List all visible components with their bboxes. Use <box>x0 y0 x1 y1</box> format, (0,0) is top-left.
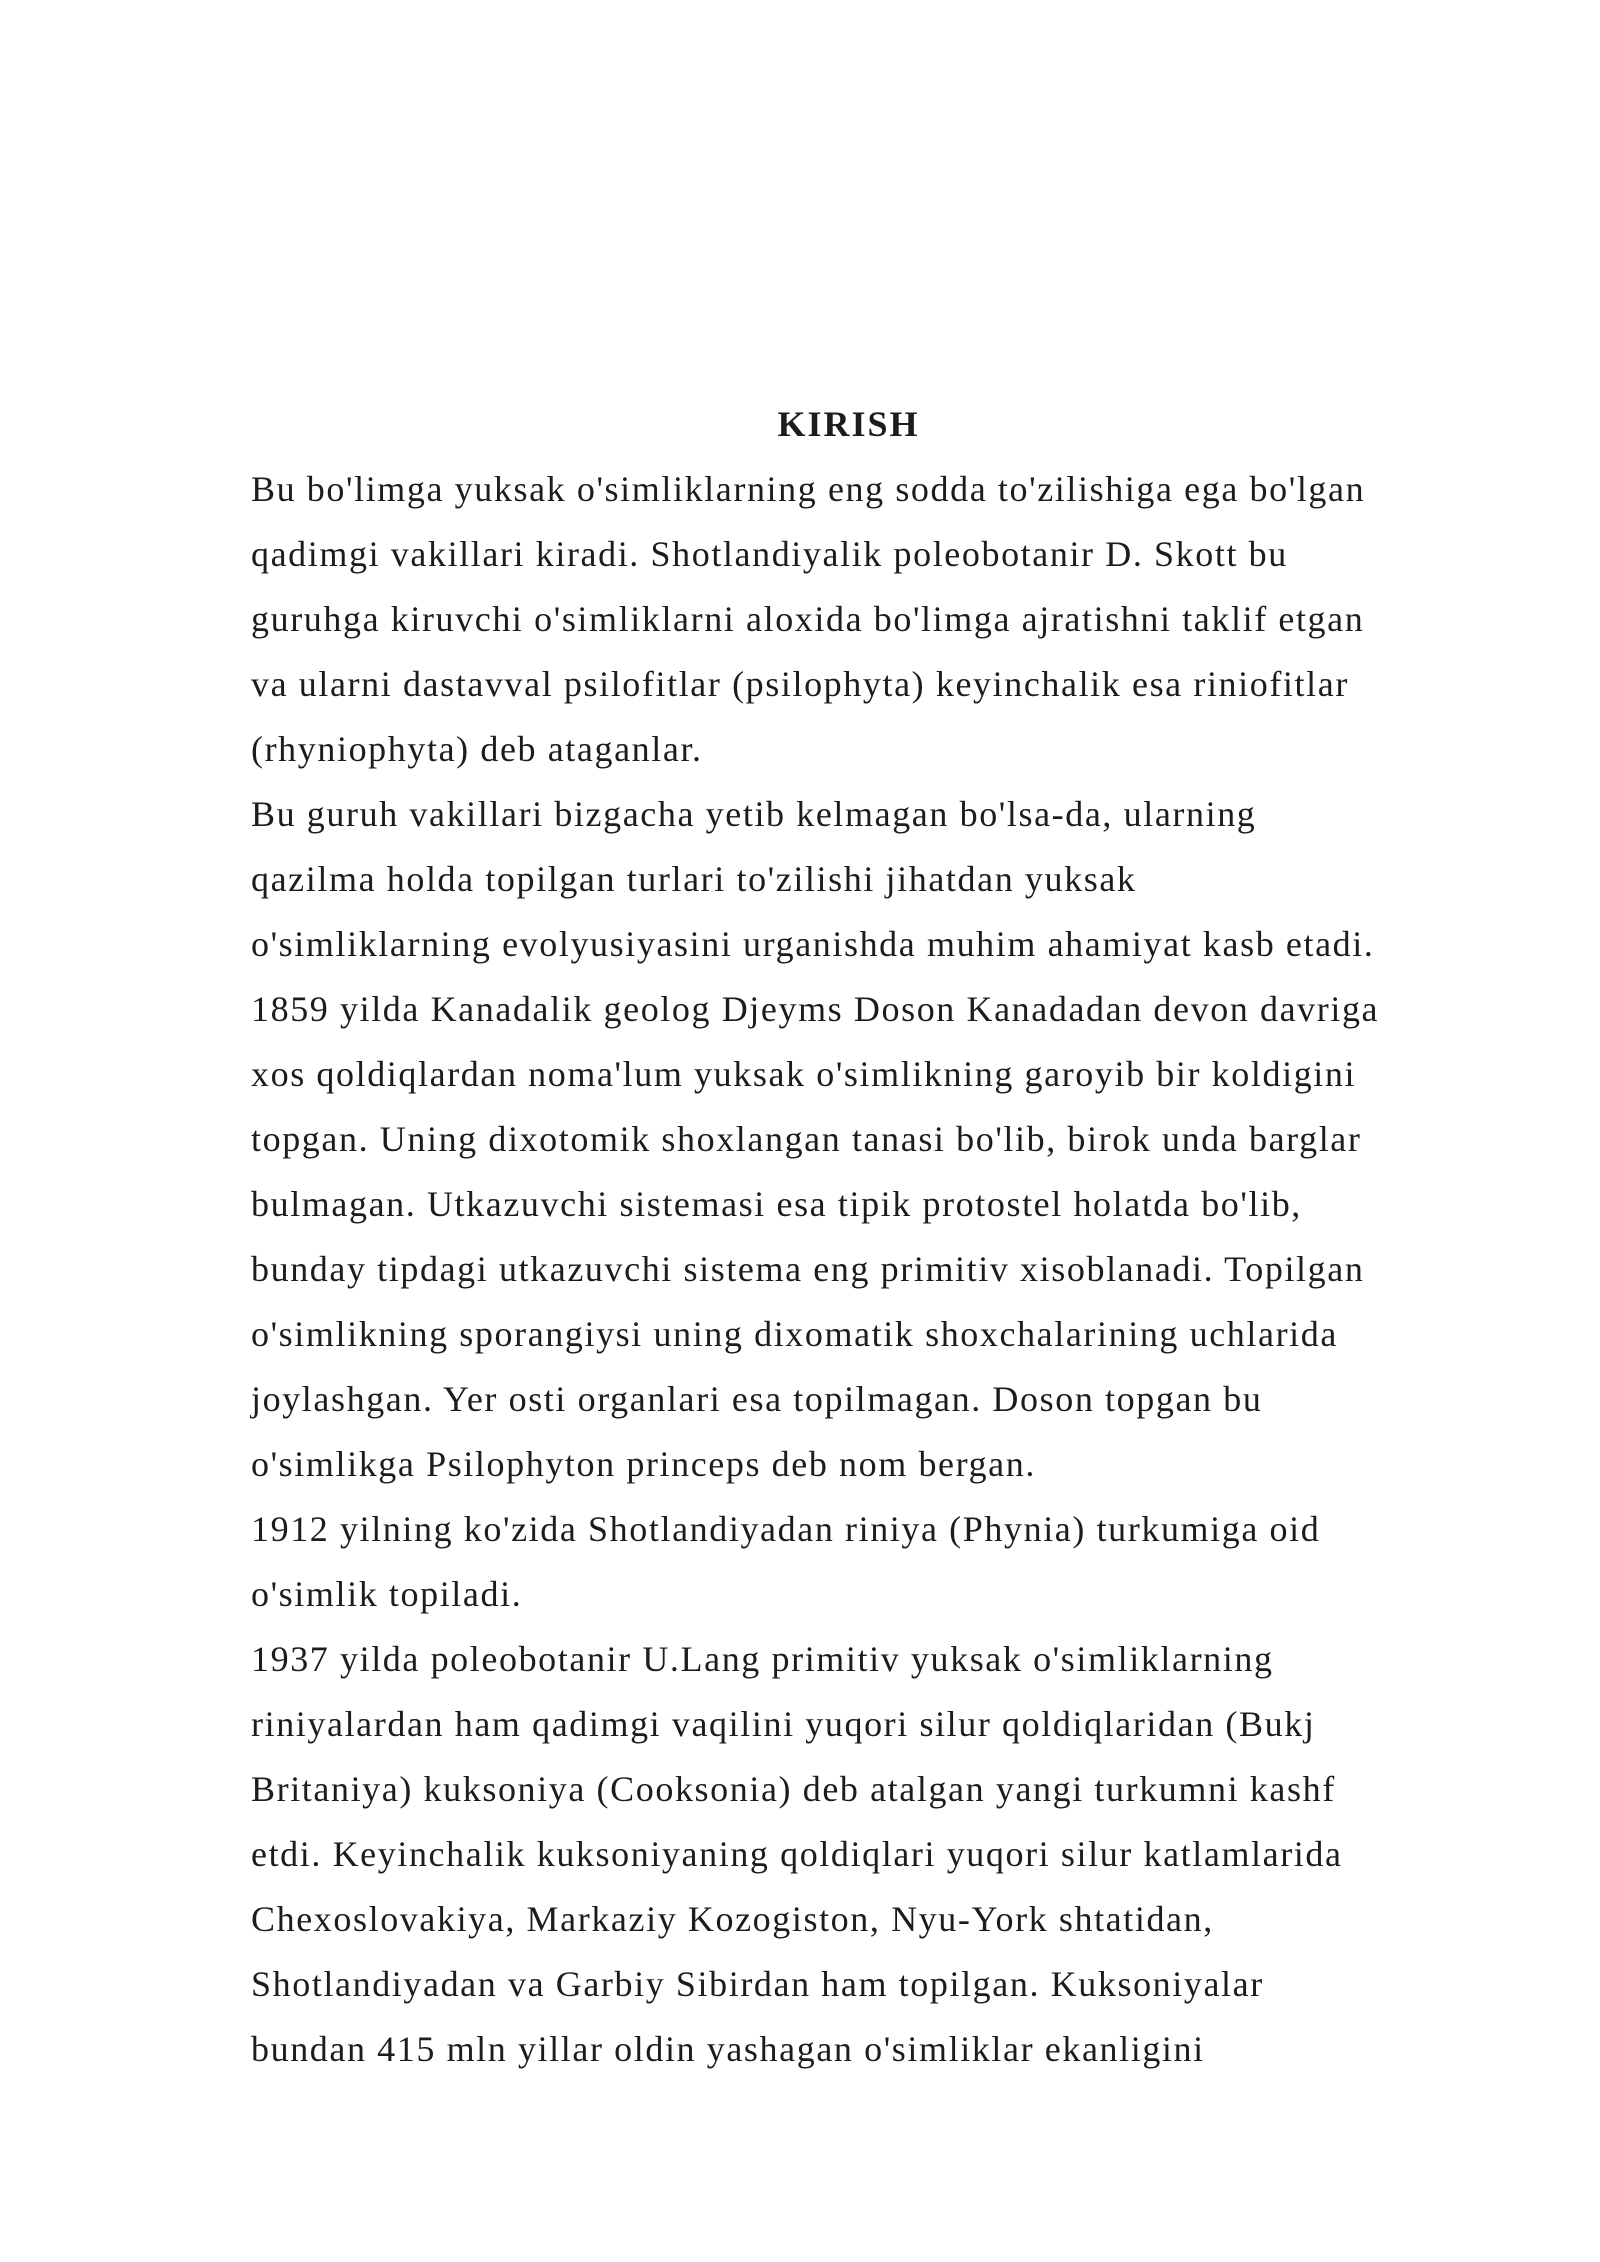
paragraph-history <box>251 782 1511 1497</box>
text-line: 1912 yilning ko'zida Shotlandiyadan riniya (Phynia) turkumiga oid <box>251 1509 1321 1549</box>
text-line: qazilma holda topilgan turlari to'zilishi jihatdan yuksak <box>251 859 1137 899</box>
document-title: KIRISH <box>777 404 920 444</box>
text-line: va ularni dastavval psilofitlar (psilophyta) keyinchalik esa riniofitlar <box>251 664 1349 704</box>
text-line: joylashgan. Yer osti organlari esa topilmagan. Doson topgan bu <box>251 1379 1263 1419</box>
text-line: bulmagan. Utkazuvchi sistemasi esa tipik protostel holatda bo'lib, <box>251 1184 1302 1224</box>
text-line: o'simliklarning evolyusiyasini urganishda muhim ahamiyat kasb etadi. <box>251 924 1375 964</box>
text-line: Shotlandiyadan va Garbiy Sibirdan ham topilgan. Kuksoniyalar <box>251 1964 1264 2004</box>
paragraph-1912 <box>251 1497 1511 1627</box>
paragraph-intro <box>251 457 1511 782</box>
text-line: Britaniya) kuksoniya (Cooksonia) deb atalgan yangi turkumni kashf <box>251 1769 1336 1809</box>
text-line: riniyalardan ham qadimgi vaqilini yuqori silur qoldiqlaridan (Bukj <box>251 1704 1316 1744</box>
text-line: 1937 yilda poleobotanir U.Lang primitiv yuksak o'simliklarning <box>251 1639 1274 1679</box>
document-body <box>251 392 1511 2082</box>
text-line: o'simlik topiladi. <box>251 1574 523 1614</box>
text-line: bundan 415 mln yillar oldin yashagan o'simliklar ekanligini <box>251 2029 1205 2069</box>
text-line: Chexoslovakiya, Markaziy Kozogiston, Nyu-York shtatidan, <box>251 1899 1214 1939</box>
text-line: qadimgi vakillari kiradi. Shotlandiyalik poleobotanir D. Skott bu <box>251 534 1288 574</box>
text-line: etdi. Keyinchalik kuksoniyaning qoldiqlari yuqori silur katlamlarida <box>251 1834 1343 1874</box>
text-line: (rhyniophyta) deb ataganlar. <box>251 729 703 769</box>
text-line: topgan. Uning dixotomik shoxlangan tanasi bo'lib, birok unda barglar <box>251 1119 1362 1159</box>
text-line: 1859 yilda Kanadalik geolog Djeyms Doson Kanadadan devon davriga <box>251 989 1380 1029</box>
text-line: xos qoldiqlardan noma'lum yuksak o'simlikning garoyib bir koldigini <box>251 1054 1357 1094</box>
text-line: Bu bo'limga yuksak o'simliklarning eng sodda to'zilishiga ega bo'lgan <box>251 469 1366 509</box>
paragraph-1937 <box>251 1627 1511 2082</box>
text-line: guruhga kiruvchi o'simliklarni aloxida bo'limga ajratishni taklif etgan <box>251 599 1365 639</box>
text-line: o'simlikning sporangiysi uning dixomatik shoxchalarining uchlarida <box>251 1314 1338 1354</box>
text-line: Bu guruh vakillari bizgacha yetib kelmagan bo'lsa-da, ularning <box>251 794 1257 834</box>
text-line: o'simlikga Psilophyton princeps deb nom bergan. <box>251 1444 1036 1484</box>
text-line: bunday tipdagi utkazuvchi sistema eng primitiv xisoblanadi. Topilgan <box>251 1249 1365 1289</box>
